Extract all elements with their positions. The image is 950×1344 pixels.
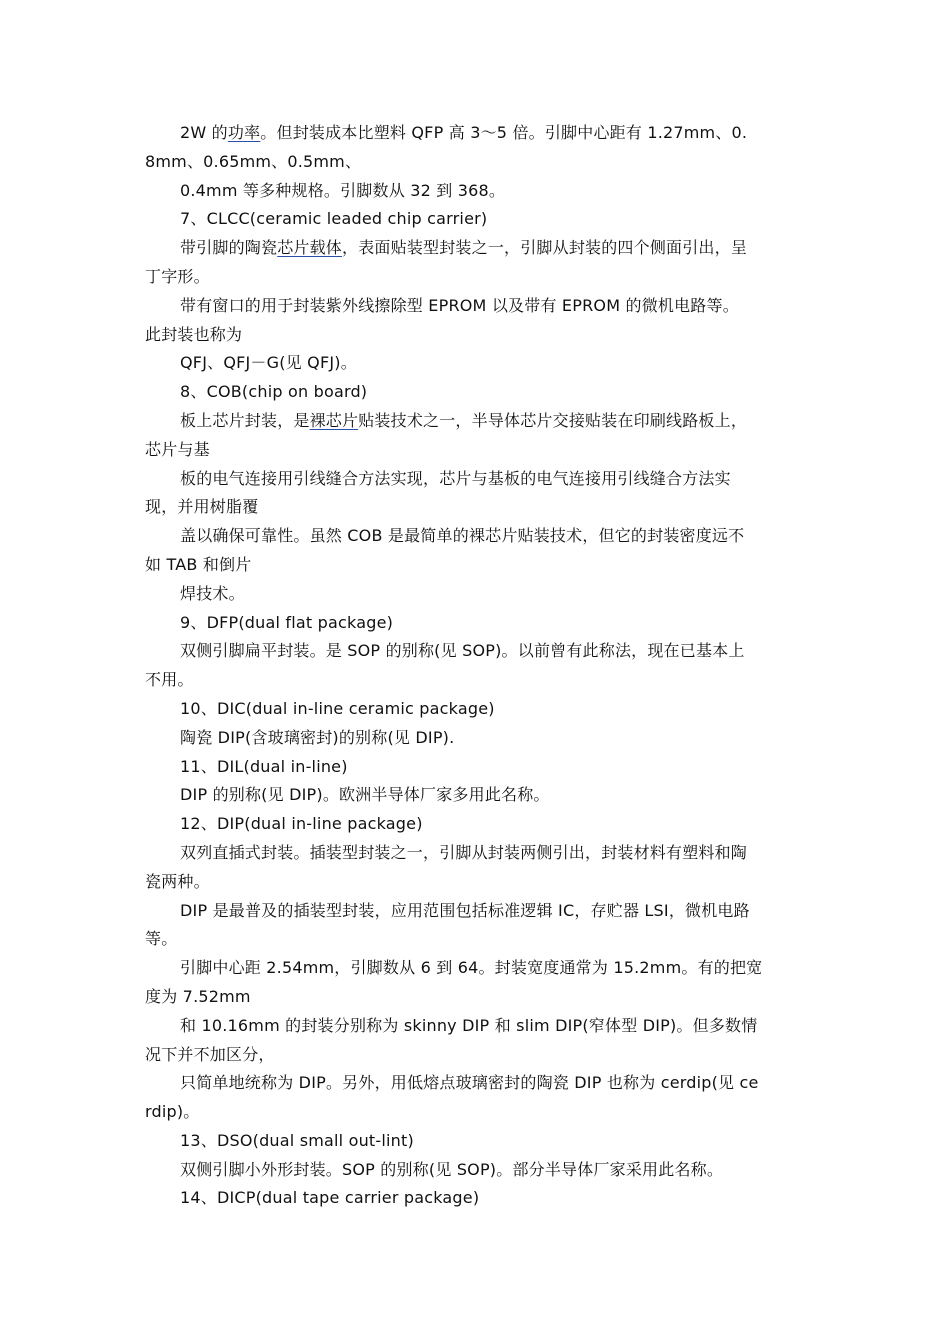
text-line bbox=[145, 119, 810, 148]
text-run: 8、COB(chip on board) bbox=[180, 382, 368, 402]
text-line bbox=[145, 810, 810, 839]
text-line bbox=[145, 695, 810, 724]
text-run: 板的电气连接用引线缝合方法实现，芯片与基板的电气连接用引线缝合方法实 bbox=[180, 468, 731, 488]
text-line bbox=[145, 954, 810, 983]
hyperlink[interactable]: 芯片载体 bbox=[277, 238, 343, 258]
text-line bbox=[145, 1012, 810, 1041]
text-run: 瓷两种。 bbox=[145, 871, 210, 891]
text-run: 双列直插式封装。插装型封装之一，引脚从封装两侧引出，封装材料有塑料和陶 bbox=[180, 842, 748, 862]
text-run: 现，并用树脂覆 bbox=[145, 497, 259, 517]
text-run: 盖以确保可靠性。虽然 COB 是最简单的裸芯片贴装技术，但它的封装密度远不 bbox=[180, 526, 745, 546]
text-line bbox=[145, 205, 810, 234]
text-line bbox=[145, 925, 810, 954]
text-line bbox=[145, 1041, 810, 1070]
text-run: 如 TAB 和倒片 bbox=[145, 554, 252, 574]
text-run: 不用。 bbox=[145, 670, 194, 690]
text-run: 陶瓷 DIP(含玻璃密封)的别称(见 DIP). bbox=[180, 727, 455, 747]
text-line bbox=[145, 465, 810, 494]
text-line bbox=[145, 753, 810, 782]
text-run: ，表面贴装型封装之一，引脚从封装的四个侧面引出，呈 bbox=[342, 238, 748, 258]
text-line bbox=[145, 148, 810, 177]
text-run: 11、DIL(dual in-line) bbox=[180, 756, 348, 776]
text-run: 12、DIP(dual in-line package) bbox=[180, 814, 423, 834]
text-run: 14、DICP(dual tape carrier package) bbox=[180, 1188, 480, 1208]
text-line bbox=[145, 551, 810, 580]
text-line bbox=[145, 234, 810, 263]
text-line bbox=[145, 1156, 810, 1185]
text-run: 只简单地统称为 DIP。另外，用低熔点玻璃密封的陶瓷 DIP 也称为 cerdip(见 ce bbox=[180, 1073, 759, 1093]
text-line bbox=[145, 637, 810, 666]
text-run: 7、CLCC(ceramic leaded chip carrier) bbox=[180, 209, 488, 229]
text-line bbox=[145, 666, 810, 695]
text-run: 0.4mm 等多种规格。引脚数从 32 到 368。 bbox=[180, 180, 506, 200]
text-run: DIP 是最普及的插装型封装，应用范围包括标准逻辑 IC，存贮器 LSI，微机电路 bbox=[180, 900, 750, 920]
text-line bbox=[145, 868, 810, 897]
text-line bbox=[145, 292, 810, 321]
text-run: 等。 bbox=[145, 929, 178, 949]
text-line bbox=[145, 263, 810, 292]
text-run: 9、DFP(dual flat package) bbox=[180, 612, 394, 632]
text-run: 双侧引脚小外形封装。SOP 的别称(见 SOP)。部分半导体厂家采用此名称。 bbox=[180, 1159, 724, 1179]
text-run: 13、DSO(dual small out-lint) bbox=[180, 1130, 414, 1150]
text-run: DIP 的别称(见 DIP)。欧洲半导体厂家多用此名称。 bbox=[180, 785, 550, 805]
text-line bbox=[145, 897, 810, 926]
text-run: QFJ、QFJ－G(见 QFJ)。 bbox=[180, 353, 357, 373]
text-line bbox=[145, 724, 810, 753]
text-line bbox=[145, 349, 810, 378]
text-run: 带有窗口的用于封装紫外线擦除型 EPROM 以及带有 EPROM 的微机电路等。 bbox=[180, 295, 739, 315]
text-run: 双侧引脚扁平封装。是 SOP 的别称(见 SOP)。以前曾有此称法，现在已基本上 bbox=[180, 641, 745, 661]
text-line bbox=[145, 522, 810, 551]
text-run: 8mm、0.65mm、0.5mm、 bbox=[145, 151, 362, 171]
hyperlink[interactable]: 功率 bbox=[227, 123, 261, 142]
text-line bbox=[145, 1184, 810, 1213]
text-run: 此封装也称为 bbox=[145, 324, 243, 344]
text-run: 和 10.16mm 的封装分别称为 skinny DIP 和 slim DIP(窄体型 DIP)。但多数情 bbox=[180, 1015, 758, 1035]
text-run: 引脚中心距 2.54mm，引脚数从 6 到 64。封装宽度通常为 15.2mm。有的把宽 bbox=[180, 958, 763, 978]
text-run: 2W 的 bbox=[180, 123, 228, 142]
text-line bbox=[145, 1127, 810, 1156]
text-run: 。但封装成本比塑料 QFP 高 3～5 倍。引脚中心距有 1.27mm、0. bbox=[260, 123, 748, 142]
text-line bbox=[145, 407, 810, 436]
text-line bbox=[145, 781, 810, 810]
text-line bbox=[145, 1098, 810, 1127]
text-line bbox=[145, 609, 810, 638]
text-line bbox=[145, 321, 810, 350]
text-run: 带引脚的陶瓷 bbox=[180, 238, 278, 258]
text-run: 况下并不加区分， bbox=[145, 1044, 275, 1064]
text-line bbox=[145, 436, 810, 465]
text-run: 10、DIC(dual in-line ceramic package) bbox=[180, 698, 495, 718]
text-line bbox=[145, 580, 810, 609]
text-line bbox=[145, 177, 810, 206]
hyperlink[interactable]: 裸芯片 bbox=[309, 410, 359, 430]
text-line bbox=[145, 839, 810, 868]
text-run: 度为 7.52mm bbox=[145, 986, 251, 1006]
document-body bbox=[145, 119, 810, 1213]
text-run: 芯片与基 bbox=[145, 439, 210, 459]
text-run: 贴装技术之一，半导体芯片交接贴装在印刷线路板上， bbox=[358, 410, 748, 430]
text-run: 丁字形。 bbox=[145, 266, 210, 286]
text-run: 板上芯片封装，是 bbox=[180, 410, 310, 430]
text-line bbox=[145, 983, 810, 1012]
text-run: rdip)。 bbox=[145, 1102, 200, 1122]
text-run: 焊技术。 bbox=[180, 583, 245, 603]
text-line bbox=[145, 1069, 810, 1098]
text-line bbox=[145, 378, 810, 407]
text-line bbox=[145, 493, 810, 522]
